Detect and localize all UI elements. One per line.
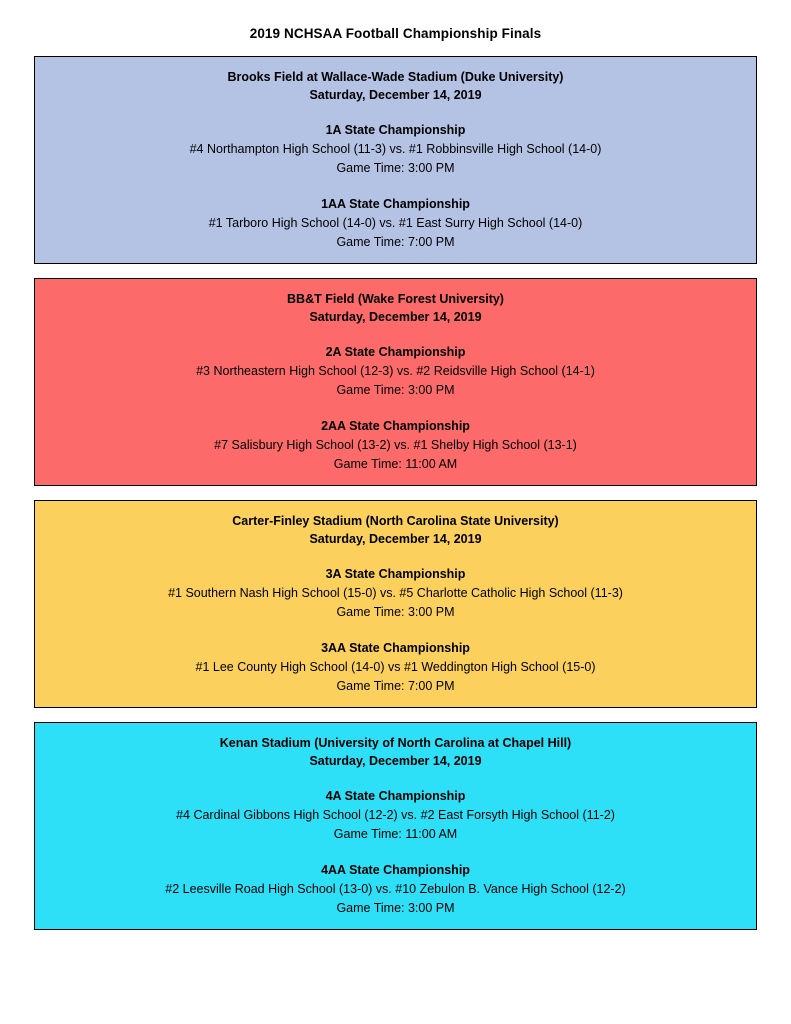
venue-block: [34, 278, 757, 486]
venue-date: Saturday, December 14, 2019: [309, 754, 482, 768]
game-matchup: #2 Leesville Road High School (13-0) vs. #10 Zebulon B. Vance High School (12-2): [165, 882, 626, 896]
game-matchup: #4 Northampton High School (11-3) vs. #1 Robbinsville High School (14-0): [189, 142, 602, 156]
game-entry: [45, 121, 746, 178]
venue-name: Carter-Finley Stadium (North Carolina State University): [232, 514, 559, 528]
game-title: 2AA State Championship: [321, 419, 470, 433]
game-matchup: #4 Cardinal Gibbons High School (12-2) vs. #2 East Forsyth High School (11-2): [176, 808, 615, 822]
game-title: 3AA State Championship: [321, 641, 470, 655]
game-entry: [45, 787, 746, 844]
venue-name: Kenan Stadium (University of North Carolina at Chapel Hill): [219, 736, 572, 750]
game-title: 4A State Championship: [325, 789, 466, 803]
game-matchup: #1 Lee County High School (14-0) vs #1 Weddington High School (15-0): [195, 660, 596, 674]
venue-name: Brooks Field at Wallace-Wade Stadium (Duke University): [227, 70, 564, 84]
game-entry: [45, 861, 746, 918]
game-entry: [45, 639, 746, 696]
game-matchup: #3 Northeastern High School (12-3) vs. #2 Reidsville High School (14-1): [196, 364, 595, 378]
game-entry: [45, 195, 746, 252]
venue-block: [34, 722, 757, 930]
venue-date: Saturday, December 14, 2019: [309, 88, 482, 102]
page-title: 2019 NCHSAA Football Championship Finals: [249, 26, 542, 41]
venue-date: Saturday, December 14, 2019: [309, 532, 482, 546]
game-title: 1AA State Championship: [321, 197, 470, 211]
game-matchup: #7 Salisbury High School (13-2) vs. #1 Shelby High School (13-1): [214, 438, 577, 452]
venue-list: [0, 56, 791, 930]
venue-block: [34, 500, 757, 708]
game-time: Game Time: 7:00 PM: [336, 235, 455, 249]
game-entry: [45, 417, 746, 474]
game-title: 1A State Championship: [325, 123, 466, 137]
game-title: 3A State Championship: [325, 567, 466, 581]
game-entry: [45, 565, 746, 622]
game-time: Game Time: 3:00 PM: [336, 901, 455, 915]
game-title: 2A State Championship: [325, 345, 466, 359]
game-time: Game Time: 7:00 PM: [336, 679, 455, 693]
game-time: Game Time: 11:00 AM: [333, 827, 458, 841]
game-time: Game Time: 3:00 PM: [336, 605, 455, 619]
game-time: Game Time: 3:00 PM: [336, 383, 455, 397]
game-title: 4AA State Championship: [321, 863, 470, 877]
game-matchup: #1 Tarboro High School (14-0) vs. #1 East Surry High School (14-0): [208, 216, 583, 230]
game-time: Game Time: 3:00 PM: [336, 161, 455, 175]
game-time: Game Time: 11:00 AM: [333, 457, 458, 471]
venue-date: Saturday, December 14, 2019: [309, 310, 482, 324]
game-entry: [45, 343, 746, 400]
venue-name: BB&T Field (Wake Forest University): [287, 292, 504, 306]
game-matchup: #1 Southern Nash High School (15-0) vs. #5 Charlotte Catholic High School (11-3): [168, 586, 623, 600]
venue-block: [34, 56, 757, 264]
